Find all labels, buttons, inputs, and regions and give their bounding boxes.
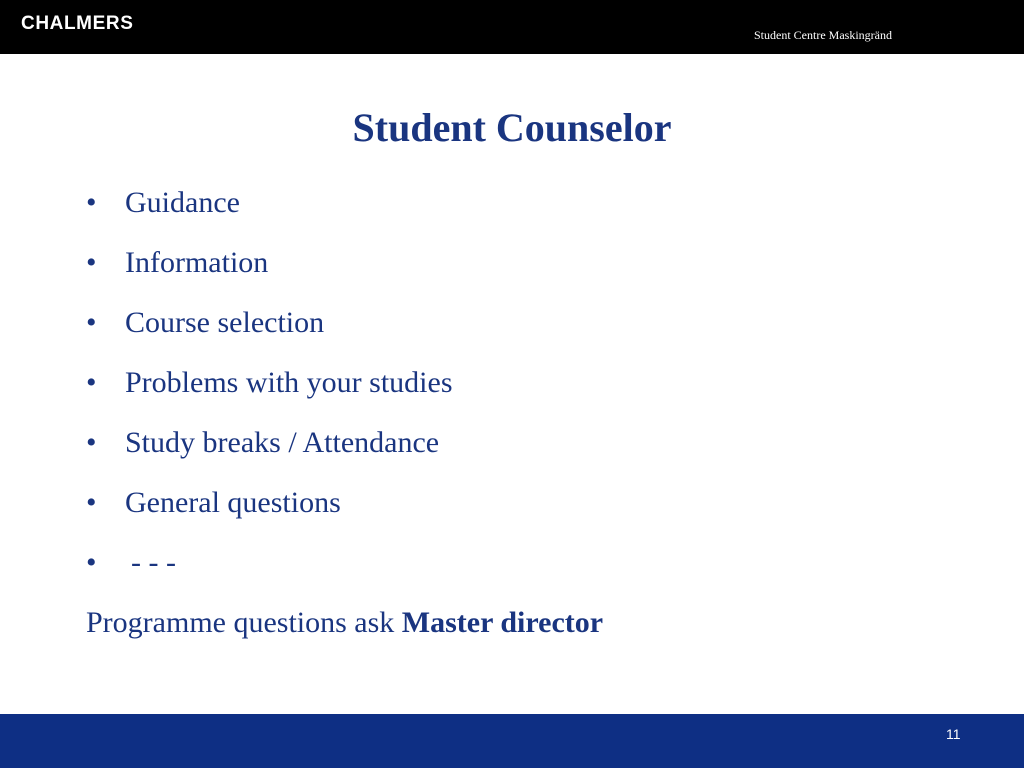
footer-bar	[0, 714, 1024, 768]
bullet-list	[86, 186, 453, 606]
bullet-dot: •	[86, 246, 97, 279]
bullet-item	[86, 306, 453, 366]
bullet-dot: •	[86, 306, 97, 339]
bullet-item	[86, 186, 453, 246]
header-bar	[0, 0, 1024, 54]
bullet-item	[86, 426, 453, 486]
chalmers-logo: CHALMERS	[21, 13, 134, 34]
slide-title: Student Counselor	[352, 105, 672, 150]
bullet-dot: •	[86, 486, 97, 519]
bullet-item	[86, 546, 453, 606]
note-bold-text: Master director	[401, 606, 604, 639]
bullet-text: Problems with your studies	[125, 366, 453, 399]
bullet-text: Information	[125, 246, 269, 279]
bullet-text: General questions	[125, 486, 341, 519]
bullet-text: Study breaks / Attendance	[125, 426, 440, 459]
bullet-dot: •	[86, 186, 97, 219]
bullet-item	[86, 246, 453, 306]
note-text: Programme questions ask	[86, 606, 402, 639]
bullet-item	[86, 366, 453, 426]
bullet-dot: •	[86, 426, 97, 459]
bullet-dot: •	[86, 366, 97, 399]
programme-note	[86, 606, 603, 640]
bullet-text: - - -	[131, 546, 176, 579]
header-caption: Student Centre Maskingränd	[754, 28, 892, 42]
page-number: 11	[946, 726, 961, 742]
bullet-item	[86, 486, 453, 546]
bullet-text: Guidance	[125, 186, 240, 219]
bullet-text: Course selection	[125, 306, 325, 339]
bullet-dot: •	[86, 546, 97, 579]
